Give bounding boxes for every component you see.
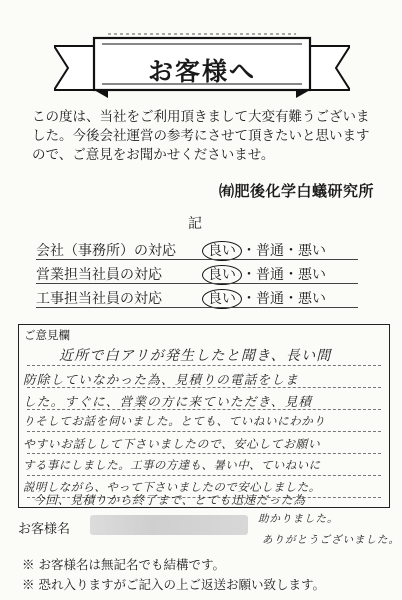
handwritten-sign-line: 助かりました。 [258, 513, 339, 525]
evaluation-options[interactable] [206, 264, 326, 285]
other-options[interactable]: ・普通・悪い [242, 291, 326, 307]
handwritten-line: 今回、見積りから終了まで、とても迅速だった為 [33, 493, 306, 507]
footnote: ※ 恐れ入りますがご記入の上ご返送お願い致します。 [22, 577, 325, 592]
company-name: ㈲肥後化学白蟻研究所 [218, 182, 374, 200]
evaluation-row [36, 238, 376, 262]
evaluation-section [36, 238, 376, 310]
evaluation-label: 工事担当社員の対応 [36, 291, 162, 307]
handwritten-line: りそしてお話を伺いました。とても、ていねいにわかり [23, 414, 326, 428]
title-ribbon [54, 32, 350, 98]
evaluation-row [36, 262, 376, 286]
ruled-line [27, 365, 381, 366]
evaluation-options[interactable] [206, 288, 326, 309]
handwritten-sign-line: ありがとうございました。 [262, 534, 400, 546]
footnote: ※ お客様名は無記名でも結構です。 [22, 557, 225, 572]
evaluation-options[interactable] [206, 240, 326, 261]
row-underline [36, 283, 358, 284]
customer-name-redacted [90, 515, 248, 535]
opinion-box-title: ご意見欄 [24, 328, 70, 342]
ki-heading: 記 [188, 216, 202, 232]
ruled-line [27, 453, 381, 454]
handwritten-line: やすいお話しして下さいましたので、安心してお願い [23, 437, 321, 451]
handwritten-line: 近所で白アリが発生したと聞き、長い間 [59, 348, 332, 364]
evaluation-label: 営業担当社員の対応 [36, 267, 162, 283]
handwritten-line: する事にしました。工事の方達も、暑い中、ていねいに [23, 458, 321, 472]
selected-option-circle[interactable]: 良い [202, 265, 242, 285]
evaluation-label: 会社（事務所）の対応 [36, 243, 176, 259]
handwritten-line: 防除していなかった為、見積りの電話をしま [23, 372, 299, 387]
other-options[interactable]: ・普通・悪い [242, 267, 326, 283]
footnotes [22, 555, 325, 595]
other-options[interactable]: ・普通・悪い [242, 243, 326, 259]
row-underline [36, 259, 358, 260]
selected-option-circle[interactable]: 良い [202, 241, 242, 261]
evaluation-row [36, 286, 376, 310]
handwritten-line: した。すぐに、営業の方に来ていただき、見積 [23, 394, 313, 409]
handwritten-line: 説明しながら、やって下さいましたので安心しました。 [23, 480, 321, 494]
opinion-box[interactable] [18, 324, 390, 508]
row-underline [36, 307, 358, 308]
selected-option-circle[interactable]: 良い [202, 289, 242, 309]
ruled-line [27, 475, 381, 476]
intro-text: この度は、当社をご利用頂きまして大変有難うございました。今後会社運営の参考にさせて頂きたいと思いますので、ご意見をお聞かせくださいませ。 [32, 109, 370, 163]
page-title: お客様へ [147, 57, 256, 86]
ruled-line [27, 431, 381, 432]
customer-name-label: お客様名 [18, 522, 71, 537]
